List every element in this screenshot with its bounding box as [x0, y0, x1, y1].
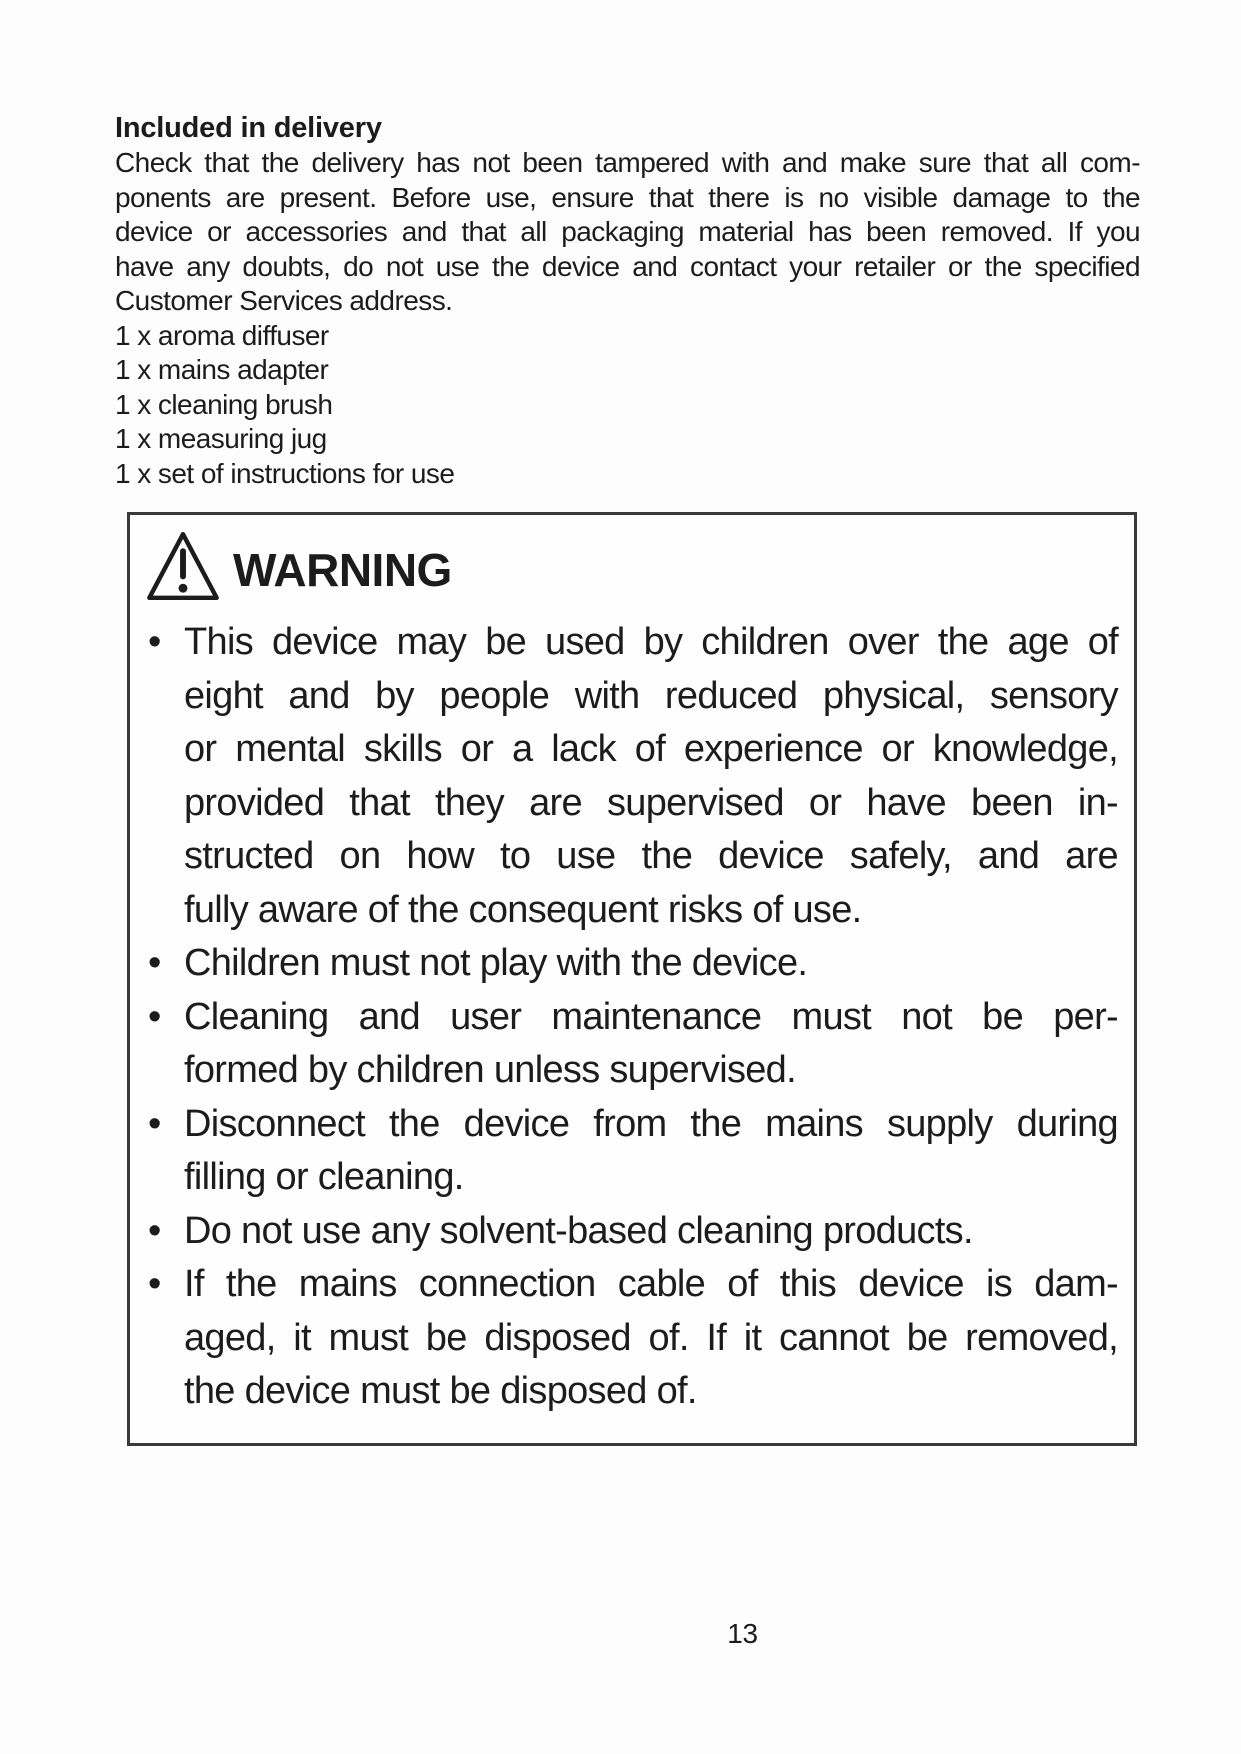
text-line: Children must not play with the device. [184, 942, 808, 984]
warning-item [146, 616, 1118, 937]
section-heading: Included in delivery [115, 112, 382, 144]
warning-triangle-icon [146, 529, 220, 603]
bullet-icon: • [148, 621, 161, 663]
text-line: ponents are present. Before use, ensure that there is no visible damage to the [115, 181, 1140, 213]
text-line: This device may be used by children over the age of [184, 621, 1118, 663]
warning-list [146, 616, 1118, 1419]
warning-item [146, 991, 1118, 1098]
text-line: have any doubts, do not use the device and contact your retailer or the specified [115, 250, 1140, 282]
text-line: Check that the delivery has not been tampered with and make sure that all com- [115, 147, 1140, 178]
delivery-item: 1 x cleaning brush [115, 388, 333, 420]
text-line: or mental skills or a lack of experience or knowledge, [184, 728, 1118, 770]
delivery-item: 1 x set of instructions for use [115, 457, 455, 489]
page-number: 13 [727, 1617, 758, 1649]
text-line: the device must be disposed of. [184, 1370, 697, 1412]
delivery-item: 1 x measuring jug [115, 423, 327, 454]
warning-item [146, 937, 1118, 991]
text-line: aged, it must be disposed of. If it cannot be removed, [184, 1316, 1118, 1359]
warning-item [146, 1098, 1118, 1205]
text-line: If the mains connection cable of this device is dam- [184, 1263, 1118, 1305]
text-line: Do not use any solvent-based cleaning products. [184, 1209, 973, 1252]
warning-item [146, 1258, 1118, 1419]
text-line: filling or cleaning. [184, 1156, 464, 1198]
text-line: eight and by people with reduced physical, sensory [184, 674, 1118, 717]
warning-header [146, 528, 1118, 604]
delivery-item-list [115, 319, 1140, 492]
delivery-section [115, 110, 1140, 491]
text-line: fully aware of the consequent risks of use. [184, 888, 862, 931]
text-line: device or accessories and that all packaging material has been removed. If you [115, 216, 1140, 247]
bullet-icon: • [148, 1263, 161, 1305]
bullet-icon: • [148, 1102, 161, 1145]
bullet-icon: • [148, 1209, 161, 1252]
warning-title: WARNING [233, 544, 452, 596]
text-line: structed on how to use the device safely, and are [184, 835, 1118, 877]
text-line: Cleaning and user maintenance must not be per- [184, 995, 1118, 1038]
delivery-item: 1 x aroma diffuser [115, 319, 329, 351]
text-line: Customer Services address. [115, 285, 453, 316]
text-line: provided that they are supervised or have been in- [184, 781, 1118, 824]
bullet-icon: • [148, 995, 161, 1038]
warning-box [127, 512, 1137, 1446]
text-line: formed by children unless supervised. [184, 1049, 796, 1091]
bullet-icon: • [148, 942, 161, 984]
delivery-item: 1 x mains adapter [115, 354, 329, 385]
warning-item [146, 1205, 1118, 1259]
text-line: Disconnect the device from the mains supply during [184, 1102, 1118, 1145]
delivery-paragraph [115, 146, 1140, 319]
